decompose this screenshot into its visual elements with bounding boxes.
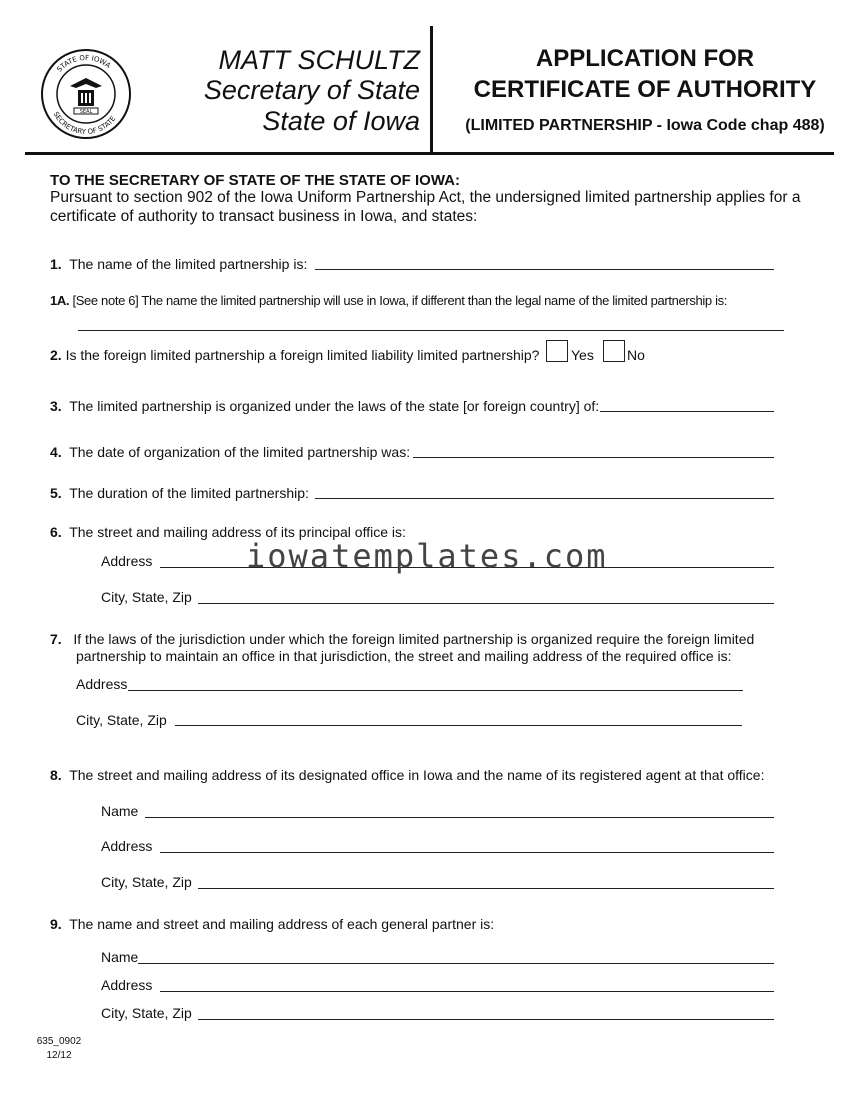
form-title-line2: CERTIFICATE OF AUTHORITY xyxy=(473,76,817,103)
llp-yes-checkbox[interactable] xyxy=(546,340,568,362)
form-subtitle: (LIMITED PARTNERSHIP - Iowa Code chap 488) xyxy=(465,117,825,134)
item-6: 6. The street and mailing address of its principal office is: xyxy=(50,524,406,540)
item-3: 3. The limited partnership is organized under the laws of the state [or foreign country] of: xyxy=(50,398,600,414)
agent-name-field[interactable] xyxy=(145,817,774,818)
svg-text:SECRETARY OF STATE: SECRETARY OF STATE xyxy=(51,110,118,137)
item-7: 7. If the laws of the jurisdiction under which the foreign limited partnership is organized require the foreign limited xyxy=(50,631,755,647)
principal-address-label: Address xyxy=(101,553,153,569)
iowa-csz-label: City, State, Zip xyxy=(101,874,192,890)
organization-date-field[interactable] xyxy=(413,457,774,458)
partner-name-label: Name xyxy=(101,949,139,965)
header-divider-horizontal xyxy=(25,152,834,155)
llp-no-checkbox[interactable] xyxy=(603,340,625,362)
form-title-line1: APPLICATION FOR xyxy=(535,45,755,72)
state-name: State of Iowa xyxy=(262,106,420,136)
principal-csz-field[interactable] xyxy=(198,603,774,604)
iowa-address-field[interactable] xyxy=(160,852,774,853)
iowa-csz-field[interactable] xyxy=(198,888,774,889)
jurisdiction-field[interactable] xyxy=(600,411,774,412)
no-label: No xyxy=(627,347,645,363)
item-1a: 1A. [See note 6] The name the limited partnership will use in Iowa, if different than the legal name of the limited partnership is: xyxy=(50,293,728,308)
addressee: TO THE SECRETARY OF STATE OF THE STATE OF IOWA: xyxy=(50,172,461,189)
required-address-label: Address xyxy=(76,676,128,692)
form-number: 635_0902 xyxy=(36,1036,82,1047)
item-4: 4. The date of organization of the limited partnership was: xyxy=(50,444,411,460)
item-8: 8. The street and mailing address of its designated office in Iowa and the name of its registered agent at that office: xyxy=(50,767,765,783)
duration-field[interactable] xyxy=(315,498,774,499)
required-csz-field[interactable] xyxy=(175,725,742,726)
iowa-name-field[interactable] xyxy=(78,330,784,331)
partner-csz-field[interactable] xyxy=(198,1019,774,1020)
item-9: 9. The name and street and mailing address of each general partner is: xyxy=(50,916,495,932)
watermark: iowatemplates.com xyxy=(246,537,608,575)
yes-label: Yes xyxy=(571,347,594,363)
agent-name-label: Name xyxy=(101,803,139,819)
form-revision: 12/12 xyxy=(46,1050,72,1061)
item-7-line2: partnership to maintain an office in that jurisdiction, the street and mailing address of the required office is: xyxy=(76,648,732,664)
state-seal xyxy=(40,48,132,140)
svg-text:STATE OF IOWA: STATE OF IOWA xyxy=(55,53,112,74)
required-csz-label: City, State, Zip xyxy=(76,712,167,728)
header-divider-vertical xyxy=(430,26,433,152)
partner-csz-label: City, State, Zip xyxy=(101,1005,192,1021)
office-title: Secretary of State xyxy=(203,75,420,105)
official-name: MATT SCHULTZ xyxy=(218,45,420,75)
svg-text:SEAL: SEAL xyxy=(79,109,93,115)
partnership-name-field[interactable] xyxy=(315,269,774,270)
partner-address-label: Address xyxy=(101,977,153,993)
item-1: 1. The name of the limited partnership is: xyxy=(50,256,308,272)
principal-csz-label: City, State, Zip xyxy=(101,589,192,605)
partner-name-field[interactable] xyxy=(138,963,774,964)
item-5: 5. The duration of the limited partnership: xyxy=(50,485,309,501)
intro-line2: certificate of authority to transact business in Iowa, and states: xyxy=(50,208,478,225)
partner-address-field[interactable] xyxy=(160,991,774,992)
intro-line1: Pursuant to section 902 of the Iowa Uniform Partnership Act, the undersigned limited partnership applies for a xyxy=(50,189,801,206)
iowa-address-label: Address xyxy=(101,838,153,854)
item-2: 2. Is the foreign limited partnership a foreign limited liability limited partnership? xyxy=(50,347,540,363)
required-address-field[interactable] xyxy=(128,690,743,691)
